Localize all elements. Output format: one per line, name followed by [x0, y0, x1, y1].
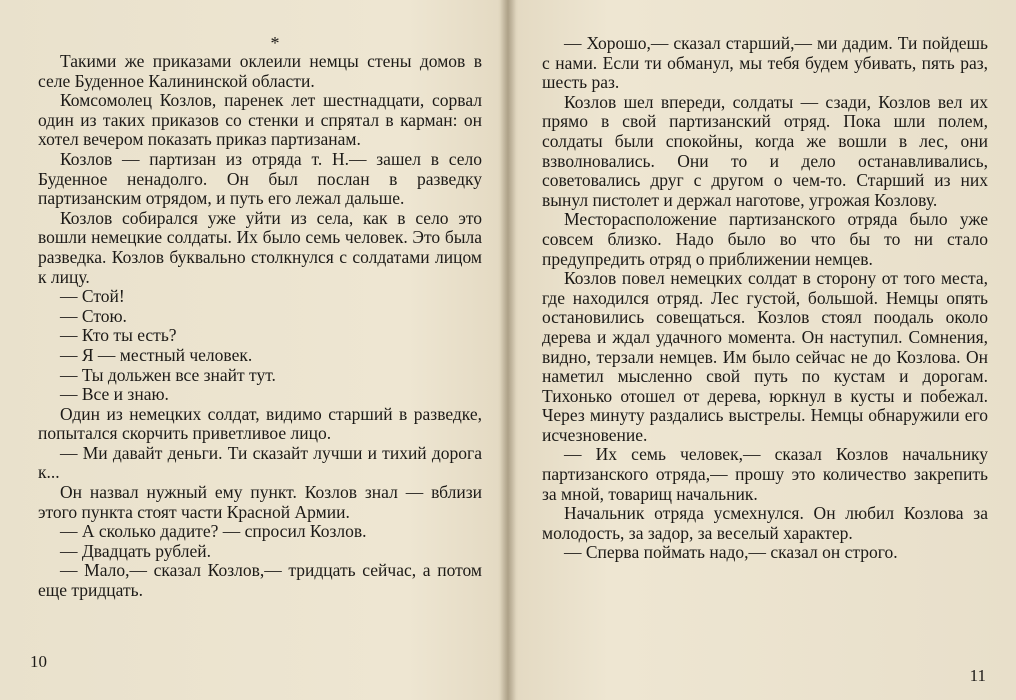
dialogue-line: — Стою.	[60, 305, 127, 326]
dialogue-line: — Я — местный человек.	[60, 344, 253, 365]
dialogue-line: — Хорошо,— сказал старший,— ми дадим. Ти пойдешь с нами. Если ти обманул, мы тебя будем убивать, пять раз, шесть раз.	[542, 33, 988, 93]
dialogue-line: — Ми давайт деньги. Ти сказайт лучши и тихий дорога к...	[38, 442, 482, 483]
section-ornament: *	[270, 33, 280, 53]
dialogue-line: — Двадцать рублей.	[60, 540, 211, 561]
paragraph: Один из немецких солдат, видимо старший в разведке, попытался скорчить приветливое лицо.	[38, 403, 482, 444]
paragraph: Он назвал нужный ему пункт. Козлов знал — вблизи этого пункта стоят части Красной Армии.	[38, 482, 482, 522]
dialogue-line: — Их семь человек,— сказал Козлов начальнику партизанского отряда,— прошу это количество закрепить за мной, товарищ начальник.	[542, 444, 988, 504]
paragraph: Комсомолец Козлов, паренек лет шестнадцати, сорвал один из таких приказов со стенки и спрятал в карман: он хотел вечером показать приказ партизанам.	[38, 90, 482, 150]
dialogue-line: — А сколько дадите? — спросил Козлов.	[60, 521, 367, 542]
dialogue-line: — Сперва поймать надо,— сказал он строго.	[564, 542, 898, 563]
paragraph: Козлов повел немецких солдат в сторону от того места, где находился отряд. Лес густой, большой. Немцы опять остановились совещаться. Козлов стоял поодаль около дерева и ждал удачного момента. Он наступил. Сомнения, видно, терзали немцев. Им было сейчас не до Козлова. Он наметил мысленно свой путь по кустам и дорогам. Тихонько отошел от дерева, юркнул в кусты и побежал. Через минуту раздались выстрелы. Немцы обнаружили его исчезновение.	[542, 268, 988, 445]
paragraph: Козлов собирался уже уйти из села, как в село это вошли немецкие солдаты. Их было семь человек. Это была разведка. Козлов буквально столкнулся с солдатами лицом к лицу.	[38, 207, 482, 287]
paragraph: Начальник отряда усмехнулся. Он любил Козлова за молодость, за задор, за веселый характер.	[542, 503, 988, 543]
dialogue-line: — Мало,— сказал Козлов,— тридцать сейчас, а потом еще тридцать.	[38, 560, 482, 601]
paragraph: Козлов шел впереди, солдаты — сзади, Козлов вел их прямо в свой партизанский отряд. Пока шли полем, солдаты были спокойны, когда же вошли в лес, они взволновались. Они то и дело останавливались, советовались друг с другом о чем-то. Старший из них вынул пистолет и держал наготове, угрожая Козлову.	[542, 91, 988, 210]
dialogue-line: — Ты дольжен все знайт тут.	[60, 364, 276, 385]
paragraph: Месторасположение партизанского отряда было уже совсем близко. Надо было во что бы то ни стало предупредить отряд о приближении немцев.	[542, 209, 988, 269]
dialogue-line: — Все и знаю.	[60, 384, 169, 405]
page-number-right: 11	[969, 666, 986, 685]
paragraph: Такими же приказами оклеили немцы стены домов в селе Буденное Калининской области.	[38, 51, 482, 91]
dialogue-line: — Стой!	[60, 286, 125, 307]
paragraph: Козлов — партизан из отряда т. Н.— зашел в село Буденное ненадолго. Он был послан в разведку партизанским отрядом, и путь его лежал дальше.	[38, 148, 482, 209]
dialogue-line: — Кто ты есть?	[60, 325, 177, 346]
right-page	[508, 0, 1016, 700]
page-number-left: 10	[30, 652, 47, 671]
